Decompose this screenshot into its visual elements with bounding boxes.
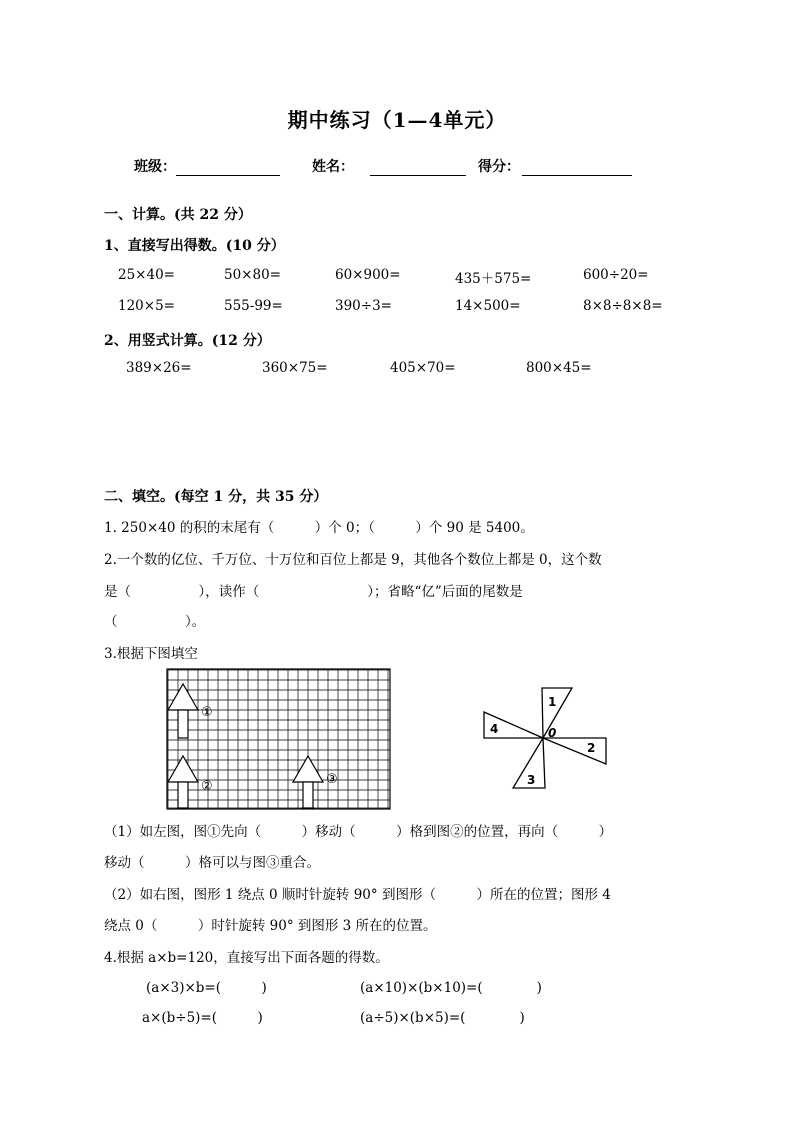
- label-2: ②: [201, 779, 213, 794]
- q1-heading: 1、直接写出得数。(10 分）: [104, 238, 285, 254]
- fill-q3-p2-line1: （2）如右图，图形 1 绕点 0 顺时针旋转 90° 到图形（ ）所在的位置；图形 4: [104, 887, 611, 903]
- name-label: 姓名：: [312, 159, 354, 175]
- score-field: [478, 156, 632, 176]
- windmill-figure: [482, 686, 608, 790]
- q4-item: (a×3)×b=( ): [146, 980, 267, 996]
- calc-item: 50×80=: [224, 267, 281, 283]
- calc-item: 600÷20=: [583, 267, 649, 283]
- q4-item: (a×10)×(b×10)=( ): [360, 980, 542, 996]
- fill-q2-line2: 是（ ），读作（ ）；省略“亿”后面的尾数是: [104, 584, 523, 600]
- fill-q2-line3: （ ）。: [104, 614, 206, 630]
- fill-q2-line1: 2.一个数的亿位、千万位、十万位和百位上都是 9，其他各个数位上都是 0，这个数: [104, 552, 602, 568]
- label-1: ①: [201, 705, 213, 720]
- page-title: 期中练习（1—4单元）: [287, 108, 507, 132]
- section-2-heading: 二、填空。(每空 1 分，共 35 分）: [104, 489, 328, 505]
- label-point-0: 0: [548, 726, 557, 740]
- q2-heading: 2、用竖式计算。(12 分）: [104, 333, 271, 349]
- name-field: [312, 156, 466, 176]
- vertical-calc-item: 389×26=: [126, 360, 192, 376]
- score-label: 得分：: [478, 159, 520, 175]
- vertical-calc-item: 800×45=: [526, 360, 592, 376]
- calc-item: 435＋575=: [455, 271, 532, 287]
- q4-item: (a÷5)×(b×5)=( ): [360, 1010, 525, 1026]
- section-1-heading: 一、计算。(共 22 分）: [104, 207, 252, 223]
- label-shape-2: 2: [587, 741, 596, 755]
- calc-item: 8×8÷8×8=: [583, 298, 663, 314]
- class-label: 班级：: [134, 159, 176, 175]
- fill-q3-heading: 3.根据下图填空: [104, 646, 198, 662]
- grid-figure: [166, 668, 392, 810]
- calc-item: 390÷3=: [335, 298, 392, 314]
- score-blank[interactable]: [522, 159, 632, 176]
- fill-q3-p1-line1: （1）如左图，图①先向（ ）移动（ ）格到图②的位置，再向（ ）: [104, 824, 613, 840]
- q4-item: a×(b÷5)=( ): [142, 1010, 263, 1026]
- vertical-calc-item: 360×75=: [262, 360, 328, 376]
- label-shape-3: 3: [527, 773, 536, 787]
- triangle-2: [543, 738, 606, 764]
- vertical-calc-item: 405×70=: [390, 360, 456, 376]
- label-shape-1: 1: [548, 695, 557, 709]
- calc-item: 14×500=: [455, 298, 521, 314]
- triangle-1: [542, 688, 572, 738]
- fill-q3-p2-line2: 绕点 0（ ）时针旋转 90° 到图形 3 所在的位置。: [104, 918, 437, 934]
- calc-item: 25×40=: [118, 267, 175, 283]
- label-shape-4: 4: [490, 722, 499, 736]
- label-3: ③: [326, 772, 338, 787]
- class-field: [134, 156, 280, 176]
- fill-q3-p1-line2: 移动（ ）格可以与图③重合。: [104, 855, 320, 871]
- class-blank[interactable]: [176, 159, 280, 176]
- calc-item: 60×900=: [335, 267, 401, 283]
- name-blank[interactable]: [370, 159, 466, 176]
- calc-item: 120×5=: [118, 298, 175, 314]
- fill-q1: 1. 250×40 的积的末尾有（ ）个 0；（ ）个 90 是 5400。: [104, 520, 534, 536]
- calc-item: 555-99=: [224, 298, 283, 314]
- fill-q4-heading: 4.根据 a×b=120，直接写出下面各题的得数。: [104, 950, 389, 966]
